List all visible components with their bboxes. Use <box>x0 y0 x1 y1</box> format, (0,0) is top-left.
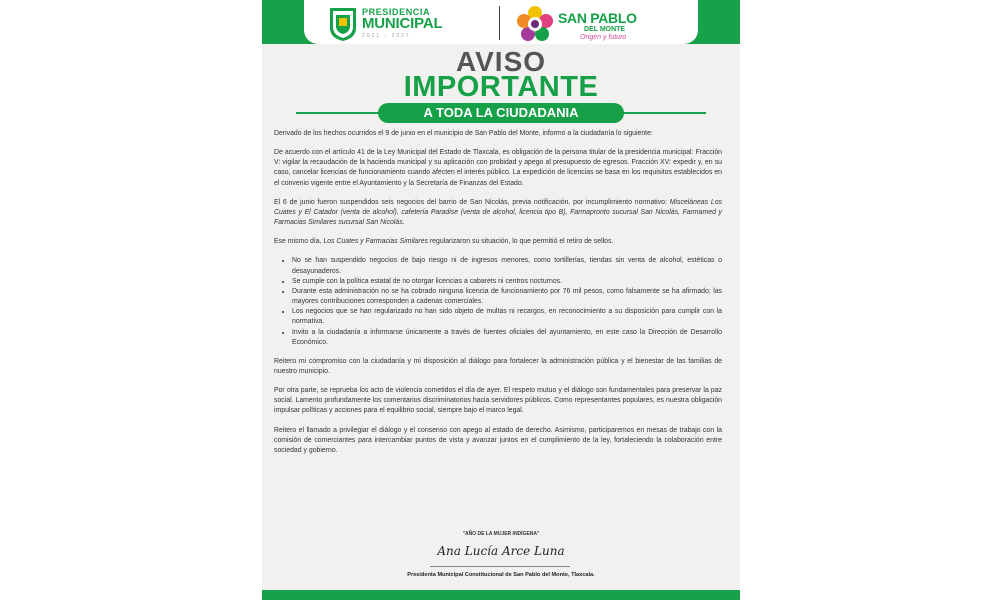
logo-divider <box>499 6 500 40</box>
paragraph-legal: De acuerdo con el artículo 41 de la Ley Municipal del Estado de Tlaxcala, es obligación de la persona titular de la presidencia municipal: Fracción V: vigilar la recaudación de la hacienda municipal y su aplicación con probidad y apego al presupuesto de egresos. Fracción XV: expedir y, en su caso, cancelar licencias de funcionamiento cuando afecten el interés público. La expedición de licencias se basa en los requisitos establecidos en el convenio vigente entre el Ayuntamiento y la Secretaría de Finanzas del Estado. <box>274 149 722 187</box>
paragraph-dialogue: Reitero el llamado a privilegiar el diálogo y el consenso con apego al estado de derecho. Asimismo, participaremos en mesas de trabajo con la comisión de comerciantes para intercambiar puntos de vista y avanzar juntos en el cumplimiento de la ley, fortaleciendo la colaboración entre sociedad y gobierno. <box>274 426 722 454</box>
list-item: • Durante esta administración no se ha cobrado ninguna licencia de funcionamiento por 76 mil pesos, como falsamente se ha afirmado; las mayores contribuciones corresponden a cadenas comerciales. <box>292 287 722 307</box>
san-pablo-title: SAN PABLO <box>558 10 637 26</box>
suspended-businesses: Misceláneas Los Cuates y El Catador (venta de alcohol), cafetería Paradise (venta de alcohol, licencia tipo B), Farmapronto sucursal San Nicolás, Farmamed y Farmacias Similares sucursal San Nicolás. <box>274 198 722 227</box>
paragraph-violence: Por otra parte, se reprueba los acto de violencia cometidos el día de ayer. El respeto mutuo y el diálogo son fundamentales para preservar la paz social. Lamento profundamente los comentarios discriminatorios hacia servidores públicos. Como representantes populares, es nuestra obligación impulsar políticas y acciones para el equilibrio social, siempre bajo el marco legal. <box>274 387 722 415</box>
del-monte-label: DEL MONTE <box>584 26 626 33</box>
facts-list <box>274 256 722 347</box>
regularized-businesses: Los Cuates y Farmacias Similares <box>323 238 428 246</box>
presidencia-label: PRESIDENCIA <box>362 7 431 17</box>
title-importante: IMPORTANTE <box>403 71 599 103</box>
san-pablo-flower-icon <box>516 5 554 43</box>
term-years: 2021 - 2027 <box>362 33 411 39</box>
list-item: • No se han suspendido negocios de bajo riesgo ni de ingresos menores, como tortillerías, tiendas sin venta de alcohol, estéticas o desayunaderos. <box>292 256 722 276</box>
notice-document <box>262 0 740 600</box>
municipal-shield-icon <box>328 6 358 42</box>
signature: Ana Lucía Arce Luna <box>437 544 565 558</box>
notice-body <box>274 129 722 465</box>
footer-green-band <box>262 590 740 600</box>
paragraph-intro: Derivado de los hechos ocurridos el 9 de junio en el municipio de San Pablo del Monte, informo a la ciudadanía lo siguiente: <box>274 130 653 137</box>
year-motto: "AÑO DE LA MUJER INDÍGENA" <box>462 531 540 537</box>
signature-line <box>430 566 570 567</box>
paragraph-regularized: Ese mismo día, Los Cuates y Farmacias Similares regularizaron su situación, lo que permitió el retiro de sellos. <box>274 238 614 246</box>
list-item: • Los negocios que se han regularizado no han sido objeto de multas ni recargos, en reconocimiento a su disposición para cumplir con la normativa. <box>292 307 722 327</box>
paragraph-commitment: Reitero mi compromiso con la ciudadanía y mi disposición al diálogo para fortalecer la administración pública y el bienestar de las familias de nuestro municipio. <box>274 357 722 375</box>
slogan: Origen y futuro <box>580 34 627 41</box>
list-item: • Se cumple con la política estatal de no otorgar licencias a cabarets ni centros nocturnos. <box>292 277 722 287</box>
list-item: • Invito a la ciudadanía a informarse únicamente a través de fuentes oficiales del ayuntamiento, en este caso la Dirección de Desarrollo Económico. <box>292 328 722 348</box>
municipal-label: MUNICIPAL <box>362 15 443 32</box>
paragraph-suspensions: El 6 de junio fueron suspendidos seis negocios del barrio de San Nicolás, previa notificación, por incumplimiento normativo: Misceláneas Los Cuates y El Catador (venta de alcohol), cafetería Paradise (venta de alcohol, licencia tipo B), Farmapronto sucursal San Nicolás, Farmamed y Farmacias Similares sucursal San Nicolás. <box>274 198 722 227</box>
signer-title: Presidenta Municipal Constitucional de San Pablo del Monte, Tlaxcala. <box>407 572 595 578</box>
audience-banner: A TODA LA CIUDADANIA <box>378 103 624 123</box>
title-aviso: AVISO <box>455 46 547 77</box>
